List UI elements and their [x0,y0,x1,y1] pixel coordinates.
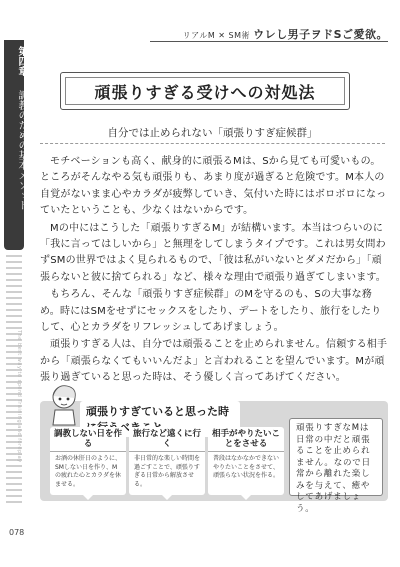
summary-note [289,418,383,514]
paragraph: Mの中にはこうした「頑張りすぎるM」が結構います。本当はつらいのに「我に言ってはしいから」と無理をしてしまうタイプです。これは男女問わずSMの世界ではよく見られるもので、「彼は私がいないとダメだから」「頑張らないと彼に捨てられる」など、様々な理由で頑張り過ぎてしまいます。 [40,222,386,283]
chapter-tab [4,40,27,250]
panel-title: 頑張りすぎていると思った時 [80,401,240,437]
tip-card-heading: 旅行など遠くに行く [129,427,205,452]
panel-title-wrap [40,398,240,422]
running-header-text [150,26,388,42]
tip-card-pointer [82,494,94,500]
subheading-rule [40,143,385,144]
subheading-text: 自分では止められない「頑張りすぎ症候群」 [107,127,318,139]
body-text [40,154,388,387]
tip-card-heading: 調教しない日を作る [50,427,126,452]
tip-card-heading: 相手がやりたいことをさせる [208,427,284,452]
tip-card-body: お酒の休肝日のように、SMしない日を作り、Mの疲れた心とカラダを休ませる。 [55,455,122,488]
tip-card [50,427,126,495]
tip-card-body: 非日常的な楽しい時間を過ごすことで、頑張りすぎる日常から解放させる。 [134,455,201,488]
section-title-box [60,72,350,110]
header-main: ウレし男子ヲドSご愛欲。 [253,28,388,41]
tip-card [208,427,284,495]
running-header [150,20,388,42]
header-prefix: リアルM ✕ SM術 [182,31,251,40]
section-title: 頑張りすぎる受けへの対処法 [94,82,316,102]
paragraph: 頑張りすぎる人は、自分では頑張ることを止められません。信頼する相手から「頑張らなくてもいいんだよ」と言われることを望んでいます。Mが頑張り過ぎていると思った時は、そう優しく言ってあげてください。 [40,339,388,384]
summary-note-text: 頑張りすぎなMは日常の中だと頑張ることを止められません。なので日常から離れた楽しみを与えて、癒やしてあげましょう。 [296,423,371,514]
chapter-english-title: The best way to spend Training and foreplay [16,330,22,463]
page-number: 078 [9,528,25,537]
chapter-number: 第四章 [16,46,27,76]
header-rule [150,41,388,42]
paragraph: もちろん、そんな「頑張りすぎ症候群」のMを守るのも、Sの大事な務め。時にはSMをせずにセックスをしたり、デートをしたり、旅行をしたりして、心とカラダをリフレッシュしてあげましょう。 [40,289,382,334]
section-title-frame [65,77,345,105]
chapter-title: 調教のための基本メソッド [16,90,27,210]
subheading [40,126,385,144]
tip-card-pointer [161,494,173,500]
paragraph: モチベーションも高く、献身的に頑張るMは、Sから見ても可愛いもの。ところがそんなやる気も頑張りも、あまり度が過ぎると危険です。M本人の自覚がないまま心やカラダが疲弊していき、気付いた時にはボロボロになっていたということも、少なくはないからです。 [40,156,387,217]
tip-card-pointer [240,494,252,500]
tip-card [129,427,205,495]
tip-card-body: 普段はなかなかできないやりたいことをさせて、頑張らない状況を作る。 [213,455,280,479]
